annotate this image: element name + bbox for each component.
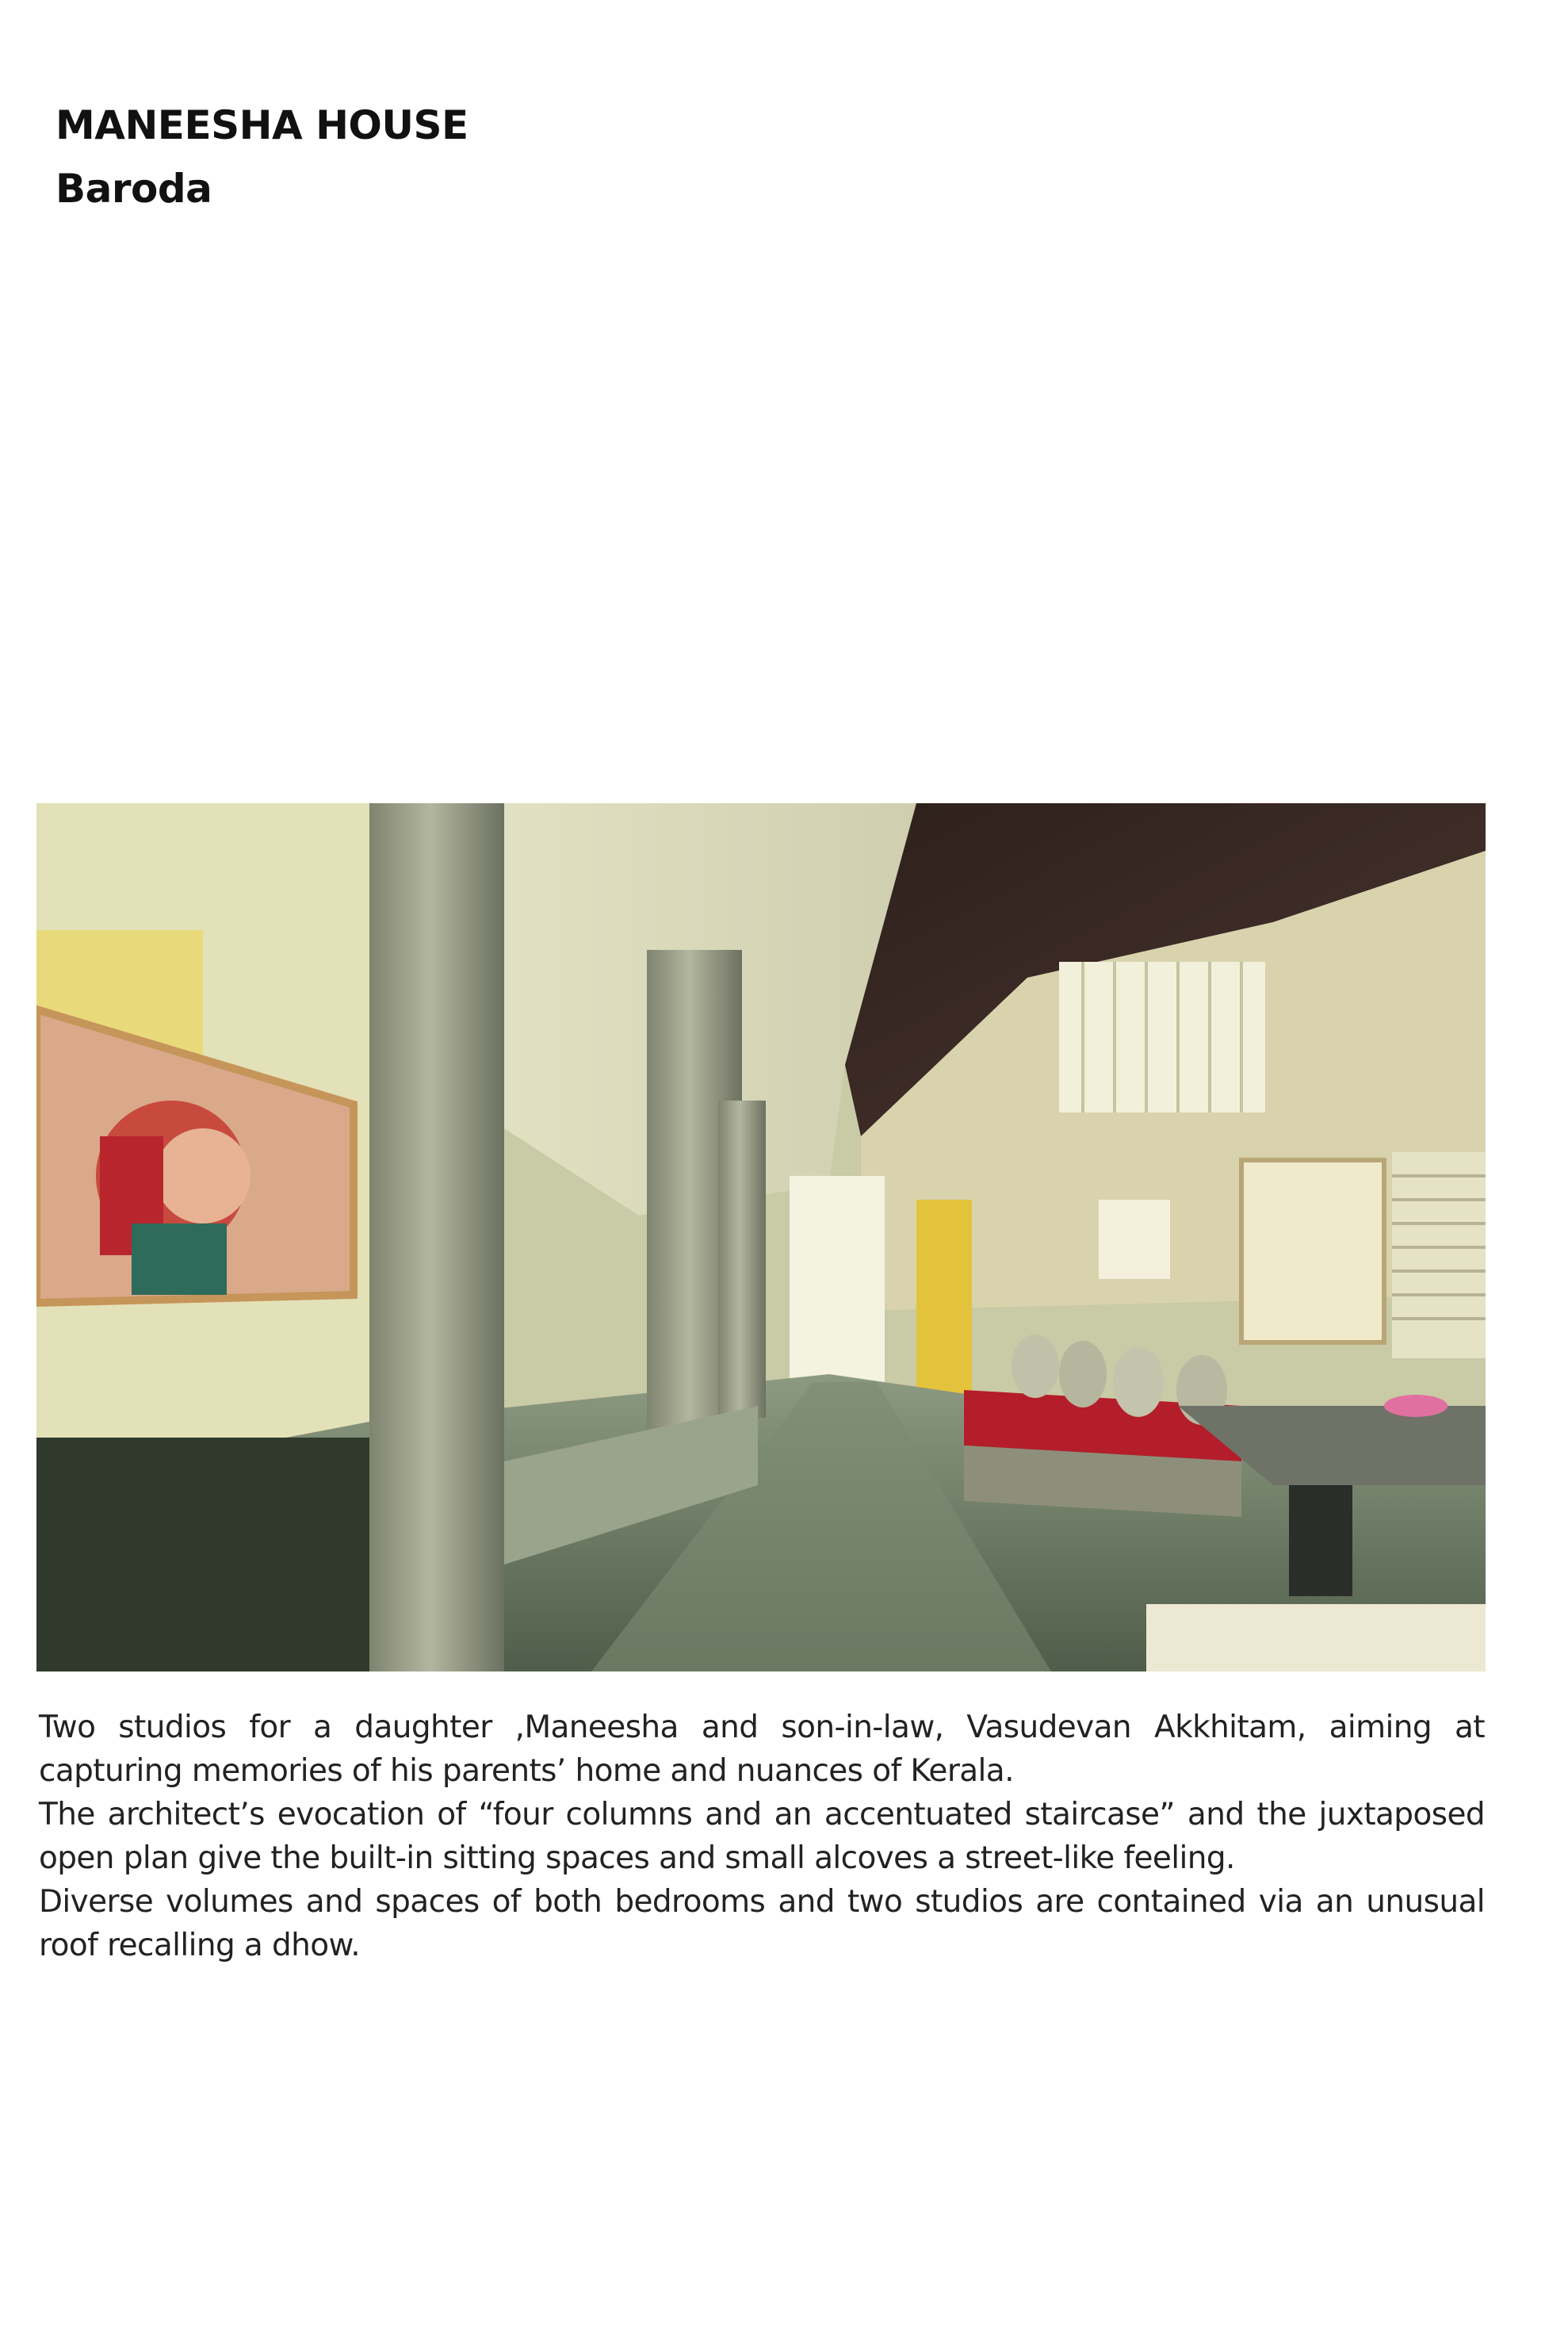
interior-photo: [36, 803, 1486, 1671]
caption: [39, 1706, 1485, 1967]
interior-photo-illustration: [36, 803, 1486, 1671]
title-block: [55, 94, 468, 220]
caption-paragraph-3: Diverse volumes and spaces of both bedrooms and two studios are contained via an unusual roof recalling a dhow.: [39, 1884, 1485, 1963]
page-title: MANEESHA HOUSE: [55, 102, 468, 148]
caption-paragraph-1: Two studios for a daughter ,Maneesha and son-in-law, Vasudevan Akkhitam, aiming at capturing memories of his parents’ home and nuances of Kerala.: [39, 1710, 1485, 1789]
caption-paragraph-2: The architect’s evocation of “four columns and an accentuated staircase” and the juxtaposed open plan give the built-in sitting spaces and small alcoves a street-like feeling.: [39, 1797, 1485, 1876]
page-subtitle: Baroda: [55, 166, 212, 212]
